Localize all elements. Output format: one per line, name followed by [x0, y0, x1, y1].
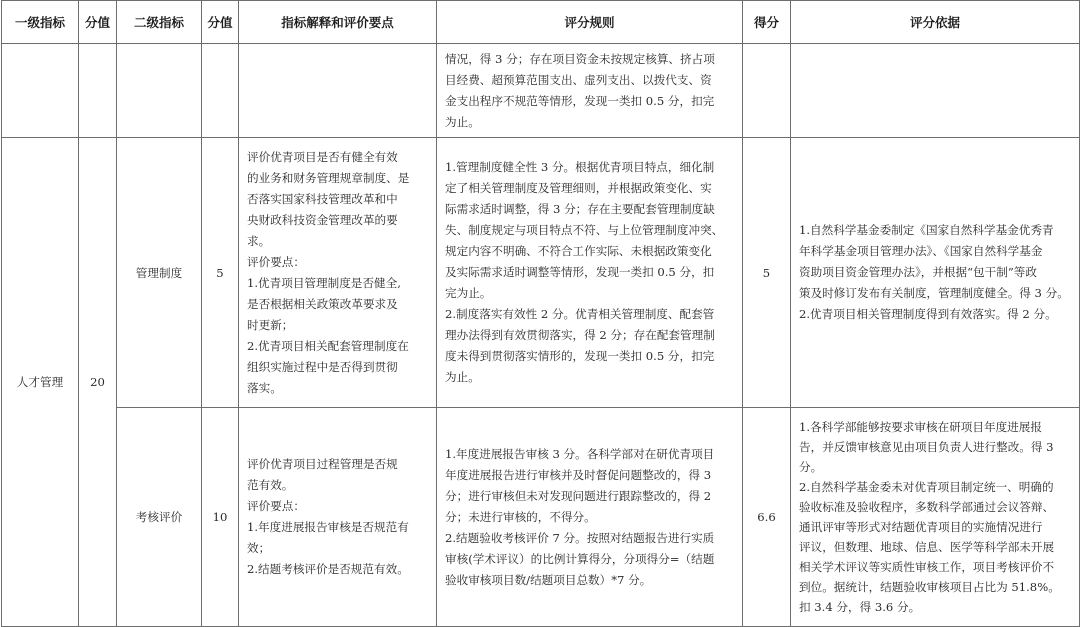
score-value: 5: [743, 138, 791, 408]
text-line: 完为止。: [445, 286, 492, 300]
rules-cell: [437, 408, 743, 627]
text-line: 的业务和财务管理规章制度、是: [247, 170, 410, 185]
header-level1-score: 分值: [79, 1, 117, 44]
text-line: 1.管理制度健全性 3 分。根据优青项目特点，细化制: [445, 160, 715, 174]
header-level1: 一级指标: [2, 1, 79, 44]
text-line: 年度进展报告进行审核并及时督促问题整改的，得 3: [445, 467, 712, 482]
text-line: 2.结题验收考核评价 7 分。按照对结题报告进行实质: [445, 530, 715, 545]
text-line: 范有效。: [247, 478, 294, 492]
text-line: 时更新；: [247, 317, 294, 332]
text-line: 资助项目资金管理办法》，并根据“包干制”等政: [799, 265, 1037, 279]
text-line: 评价优青项目是否有健全有效: [247, 149, 398, 164]
text-line: 审核(学术评议）的比例计算得分，分项得分=（结题: [445, 551, 715, 566]
text-line: 为止。: [445, 114, 480, 129]
text-line: 失、制度规定与项目特点不符、与上位管理制度冲突、: [445, 223, 724, 237]
text-line: 验收审核项目数/结题项目总数）*7 分。: [445, 572, 652, 587]
basis-cell: [791, 138, 1080, 408]
text-line: 及实际需求适时调整等情形，发现一类扣 0.5 分，扣: [445, 265, 715, 279]
text-line: 求。: [247, 233, 271, 248]
level2-name: 考核评价: [117, 408, 202, 627]
text-line: 评价要点：: [247, 499, 305, 513]
text-line: 否落实国家科技管理改革和中: [247, 191, 398, 206]
text-line: 效；: [247, 541, 271, 555]
level2-score: 5: [202, 138, 239, 408]
level1-score: 20: [79, 138, 117, 627]
text-line: 金支出程序不规范等情形，发现一类扣 0.5 分，扣完: [445, 93, 715, 108]
evaluation-table: [1, 0, 1080, 627]
header-level2: 二级指标: [117, 1, 202, 44]
text-line: 2.优青项目相关管理制度得到有效落实。得 2 分。: [799, 307, 1057, 321]
header-basis: 评分依据: [791, 1, 1080, 44]
text-line: 际需求适时调整，得 3 分；存在主要配套管理制度缺: [445, 202, 715, 216]
text-line: 理办法得到有效贯彻落实，得 2 分；存在配套管理制: [445, 328, 715, 342]
text-line: 目经费、超预算范围支出、虚列支出、以拨代支、资: [445, 72, 712, 87]
text-line: 验收标准及验收程序，多数科学部通过会议答辩、: [799, 500, 1055, 514]
text-line: 2.制度落实有效性 2 分。优青相关管理制度、配套管: [445, 307, 715, 321]
table-row: [2, 138, 1080, 408]
text-line: 告，并反馈审核意见由项目负责人进行整改。得 3: [799, 440, 1054, 454]
text-line: 为止。: [445, 370, 480, 384]
text-line: 分。: [799, 460, 823, 474]
text-line: 分；未进行审核的，不得分。: [445, 509, 596, 524]
continuation-rules-cell: [437, 44, 743, 138]
text-line: 评价要点：: [247, 254, 305, 269]
text-line: 央财政科技资金管理改革的要: [247, 212, 398, 227]
level1-name: 人才管理: [2, 138, 79, 627]
header-score: 得分: [743, 1, 791, 44]
text-line: 评议，但数理、地球、信息、医学等科学部未开展: [799, 540, 1055, 554]
header-rules: 评分规则: [437, 1, 743, 44]
explanation-cell: [239, 138, 437, 408]
text-line: 落实。: [247, 380, 282, 395]
text-line: 情况，得 3 分；存在项目资金未按规定核算、挤占项: [445, 51, 715, 66]
text-line: 是否根据相关政策改革要求及: [247, 296, 398, 311]
text-line: 年科学基金项目管理办法》、《国家自然科学基金: [799, 244, 1043, 258]
text-line: 度未得到贯彻落实情形的，发现一类扣 0.5 分，扣完: [445, 349, 715, 363]
text-line: 扣 3.4 分，得 3.6 分。: [799, 600, 921, 614]
text-line: 评价优青项目过程管理是否规: [247, 457, 398, 471]
level2-name: 管理制度: [117, 138, 202, 408]
text-line: 相关学术评议等实质性审核工作，项目考核评价不: [799, 560, 1055, 574]
text-line: 定了相关管理制度及管理细则，并根据政策变化、实: [445, 181, 712, 195]
table-row: [2, 408, 1080, 627]
text-line: 2.自然科学基金委未对优青项目制定统一、明确的: [799, 480, 1054, 494]
explanation-cell: [239, 408, 437, 627]
continuation-row: [2, 44, 1080, 138]
text-line: 通讯评审等形式对结题优青项目的实施情况进行: [799, 520, 1043, 534]
level2-score: 10: [202, 408, 239, 627]
text-line: 2.结题考核评价是否规范有效。: [247, 562, 409, 576]
text-line: 分；进行审核但未对发现问题进行跟踪整改的，得 2: [445, 488, 712, 503]
header-row: [2, 1, 1080, 44]
text-line: 到位。据统计，结题验收审核项目占比为 51.8%。: [799, 580, 1060, 594]
text-line: 1.年度进展报告审核是否规范有: [247, 520, 409, 534]
rules-cell: [437, 138, 743, 408]
text-line: 组织实施过程中是否得到贯彻: [247, 359, 398, 374]
text-line: 1.各科学部能够按要求审核在研项目年度进展报: [799, 420, 1042, 434]
header-explanation: 指标解释和评价要点: [239, 1, 437, 44]
text-line: 1.自然科学基金委制定《国家自然科学基金优秀青: [799, 223, 1054, 237]
basis-cell: [791, 408, 1080, 627]
text-line: 2.优青项目相关配套管理制度在: [247, 338, 409, 353]
text-line: 1.优青项目管理制度是否健全,: [247, 275, 401, 290]
text-line: 1.年度进展报告审核 3 分。各科学部对在研优青项目: [445, 446, 715, 461]
score-value: 6.6: [743, 408, 791, 627]
header-level2-score: 分值: [202, 1, 239, 44]
text-line: 策及时修订发布有关制度，管理制度健全。得 3 分。: [799, 286, 1069, 300]
text-line: 规定内容不明确、不符合工作实际、未根据政策变化: [445, 244, 712, 258]
